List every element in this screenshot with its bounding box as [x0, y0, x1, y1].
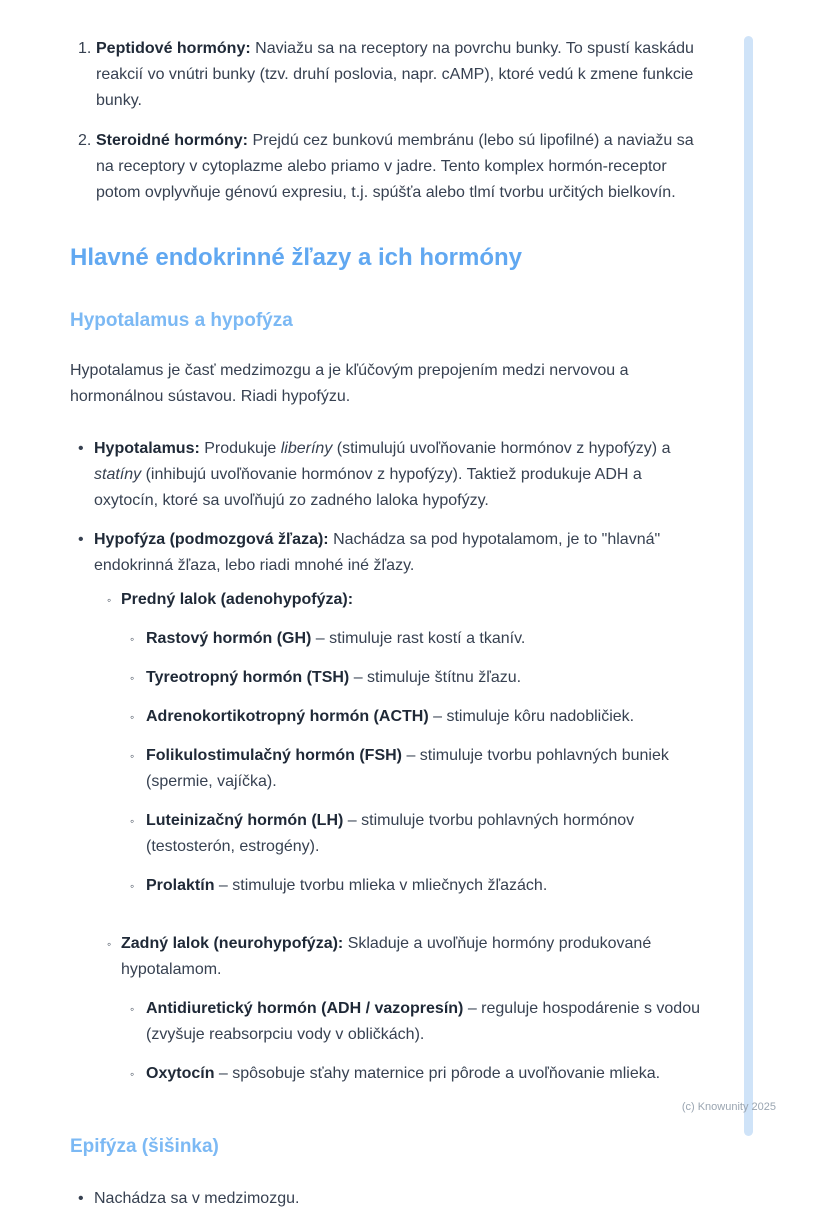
- list-item-zadny-lalok: [107, 931, 710, 1100]
- list-item: [78, 36, 710, 114]
- sub-list: [94, 587, 710, 1100]
- circle-marker: ◦: [130, 749, 135, 763]
- term-bold: Prolaktín: [146, 877, 215, 894]
- list-item-lh: [130, 808, 710, 860]
- list-item-tsh: [130, 665, 710, 691]
- list-item-gh: [130, 626, 710, 652]
- term-bold: Folikulostimulačný hormón (FSH): [146, 747, 403, 764]
- list-text: [96, 36, 710, 114]
- list-number: 2.: [78, 132, 92, 149]
- term-bold: Tyreotropný hormón (TSH): [146, 669, 350, 686]
- section-heading-main: Hlavné endokrinné žľazy a ich hormóny: [70, 244, 523, 271]
- term-bold: Rastový hormón (GH): [146, 630, 312, 647]
- list-text: [146, 665, 710, 691]
- list-text: Nachádza sa v medzimozgu.: [94, 1190, 300, 1207]
- term-bold: Antidiuretický hormón (ADH / vazopresín): [146, 1000, 464, 1017]
- list-item: [78, 128, 710, 206]
- list-item-prolaktin: [130, 873, 710, 899]
- term-text: Nachádza sa pod hypotalamom, je to "hlavná" endokrinná žľaza, lebo riadi mnohé iné žľazy.: [94, 531, 661, 574]
- term-text: (inhibujú uvoľňovanie hormónov z hypofýzy). Taktiež produkuje ADH a oxytocín, ktoré sa uvoľňujú zo zadného laloka hypofýzy.: [94, 466, 642, 509]
- term-text: – stimuluje kôru nadobličiek.: [428, 708, 635, 725]
- numbered-list: [70, 36, 710, 206]
- term-text: – stimuluje tvorbu pohlavných hormónov (testosterón, estrogény).: [146, 812, 635, 855]
- list-text: [96, 128, 710, 206]
- section-heading-epifyza: Epifýza (šišinka): [70, 1136, 219, 1157]
- circle-marker: ◦: [130, 671, 135, 685]
- list-text: [146, 996, 710, 1048]
- term-bold: Steroidné hormóny:: [96, 132, 249, 149]
- term-bold: Adrenokortikotropný hormón (ACTH): [146, 708, 429, 725]
- term-bold: Peptidové hormóny:: [96, 40, 251, 57]
- circle-marker: ◦: [130, 632, 135, 646]
- term-text: – spôsobuje sťahy maternice pri pôrode a uvoľňovanie mlieka.: [214, 1065, 661, 1082]
- circle-marker: ◦: [130, 710, 135, 724]
- copyright-notice: (c) Knowunity 2025: [681, 1101, 776, 1113]
- term-text: Skladuje a uvoľňuje hormóny produkované hypotalamom.: [121, 935, 652, 978]
- list-item-predny-lalok: [107, 587, 710, 912]
- list-text: [146, 873, 710, 899]
- scrollbar[interactable]: [744, 36, 753, 1136]
- bullet-marker: •: [78, 531, 84, 548]
- list-text: [94, 527, 710, 1100]
- list-item-fsh: [130, 743, 710, 795]
- list-item-acth: [130, 704, 710, 730]
- term-bold: Hypotalamus:: [94, 440, 200, 457]
- term-text: Produkuje: [199, 440, 281, 457]
- term-italic: statíny: [94, 466, 142, 483]
- bullet-list-epifyza: [70, 1186, 710, 1212]
- term-text: – stimuluje štítnu žľazu.: [349, 669, 522, 686]
- list-text: [121, 587, 710, 912]
- term-text: – stimuluje tvorbu mlieka v mliečnych žľazách.: [214, 877, 548, 894]
- bullet-list: [70, 436, 710, 1100]
- term-italic: liberíny: [280, 440, 333, 457]
- circle-marker: ◦: [107, 593, 112, 607]
- term-text: – stimuluje rast kostí a tkanív.: [311, 630, 526, 647]
- document-page: [70, 36, 710, 1225]
- list-text: [146, 704, 710, 730]
- term-bold: Luteinizačný hormón (LH): [146, 812, 344, 829]
- term-text: – reguluje hospodárenie s vodou (zvyšuje reabsorpciu vody v obličkách).: [146, 1000, 700, 1043]
- bullet-marker: •: [78, 1190, 84, 1207]
- circle-marker: ◦: [130, 1067, 135, 1081]
- list-text: [146, 808, 710, 860]
- circle-marker: ◦: [130, 814, 135, 828]
- hormone-list: [121, 996, 710, 1087]
- intro-paragraph: Hypotalamus je časť medzimozgu a je kľúčovým prepojením medzi nervovou a hormonálnou sústavou. Riadi hypofýzu.: [70, 362, 629, 405]
- list-text: [146, 1061, 710, 1087]
- list-item-adh: [130, 996, 710, 1048]
- bullet-marker: •: [78, 440, 84, 457]
- list-text: [146, 626, 710, 652]
- term-bold: Oxytocín: [146, 1065, 215, 1082]
- circle-marker: ◦: [130, 1002, 135, 1016]
- list-text: [121, 931, 710, 1100]
- circle-marker: ◦: [107, 937, 112, 951]
- circle-marker: ◦: [130, 879, 135, 893]
- term-text: – stimuluje tvorbu pohlavných buniek (spermie, vajíčka).: [146, 747, 669, 790]
- hormone-list: [121, 626, 710, 899]
- section-heading-hypothalamus: Hypotalamus a hypofýza: [70, 310, 293, 331]
- list-item-epifyza: [78, 1186, 710, 1212]
- list-item-oxytocin: [130, 1061, 710, 1087]
- term-text: (stimulujú uvoľňovanie hormónov z hypofýzy) a: [332, 440, 671, 457]
- list-text: [146, 743, 710, 795]
- term-text: Naviažu sa na receptory na povrchu bunky. To spustí kaskádu reakcií vo vnútri bunky (tzv. druhí poslovia, napr. cAMP), ktoré vedú k zmene funkcie bunky.: [96, 40, 694, 109]
- list-number: 1.: [78, 40, 92, 57]
- term-bold: Hypofýza (podmozgová žľaza):: [94, 531, 329, 548]
- list-text: [94, 436, 710, 514]
- term-bold: Predný lalok (adenohypofýza):: [121, 591, 354, 608]
- term-text: Prejdú cez bunkovú membránu (lebo sú lipofilné) a naviažu sa na receptory v cytoplazme alebo priamo v jadre. Tento komplex hormón-receptor potom ovplyvňuje génovú expresiu, t.j. spúšťa alebo tlmí tvorbu určitých bielkovín.: [96, 132, 694, 201]
- term-bold: Zadný lalok (neurohypofýza):: [121, 935, 344, 952]
- list-item-hypothalamus: [78, 436, 710, 514]
- list-item-hypofyza: [78, 527, 710, 1100]
